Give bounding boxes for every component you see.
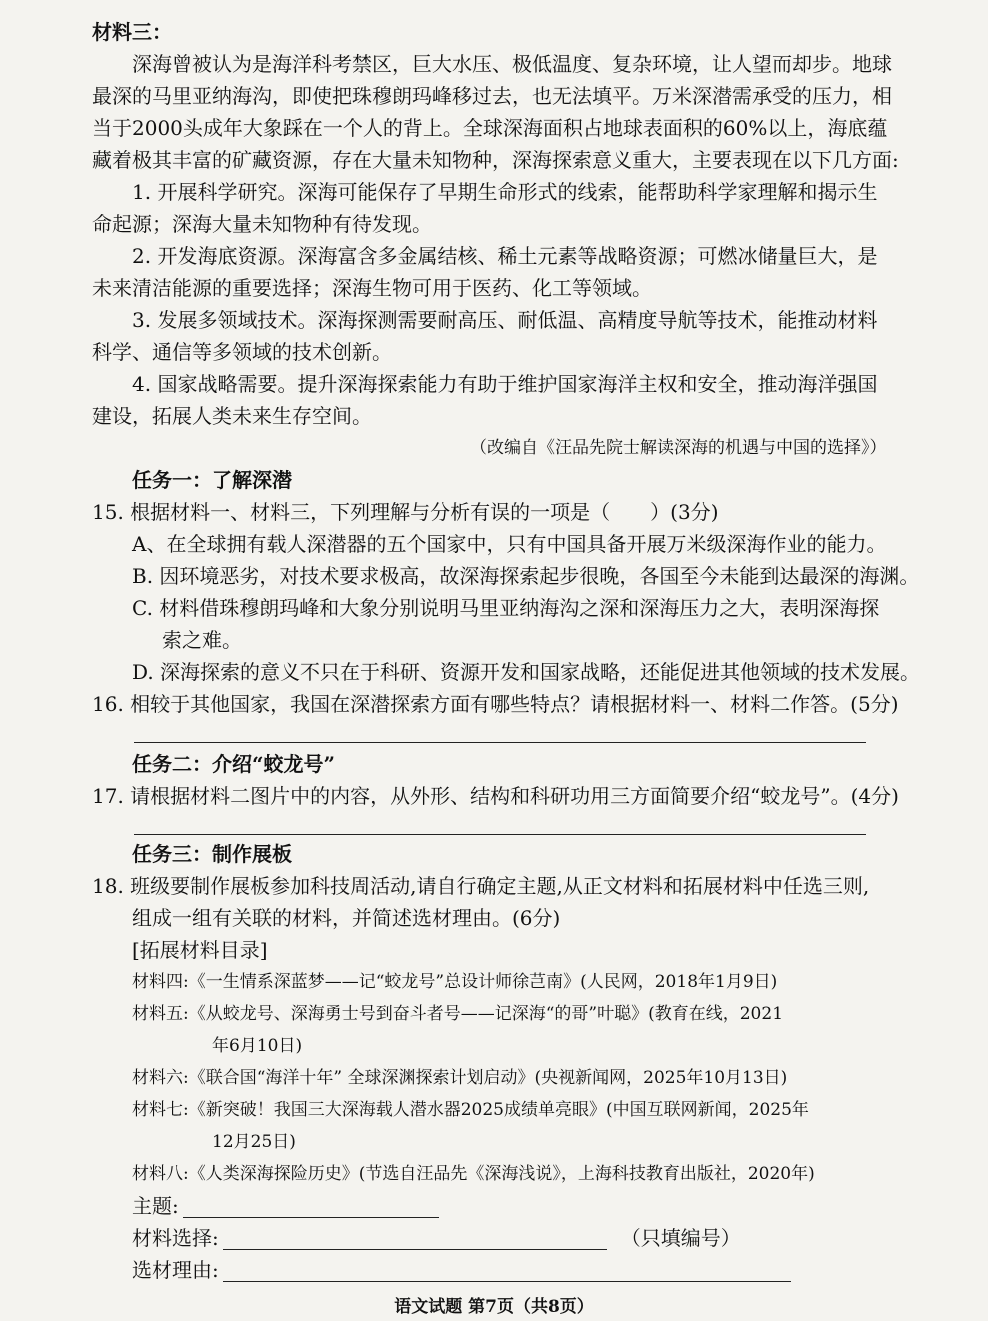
- answer-line-17[interactable]: [134, 834, 866, 835]
- material3-title: 材料三：: [92, 20, 172, 44]
- paragraph-line: 1. 开展科学研究。深海可能保存了早期生命形式的线索，能帮助科学家理解和揭示生: [132, 180, 878, 204]
- task2-title: 任务二：介绍“蛟龙号”: [132, 752, 336, 776]
- catalog-item-continued: 12月25日): [212, 1132, 296, 1152]
- task3-title: 任务三：制作展板: [132, 842, 292, 866]
- catalog-item: 材料七:《新突破！我国三大深海载人潜水器2025成绩单亮眼》(中国互联网新闻，2025年: [132, 1100, 809, 1120]
- material-hint: （只填编号）: [620, 1226, 741, 1250]
- theme-input[interactable]: [183, 1195, 439, 1218]
- paragraph-line: 科学、通信等多领域的技术创新。: [92, 340, 392, 364]
- catalog-item: 材料六:《联合国“海洋十年” 全球深渊探索计划启动》(央视新闻网，2025年10月13日): [132, 1068, 788, 1088]
- question-17: 17. 请根据材料二图片中的内容，从外形、结构和科研功用三方面简要介绍“蛟龙号”。(4分): [92, 784, 899, 808]
- reason-row: [132, 1258, 791, 1282]
- paragraph-line: 当于2000头成年大象踩在一个人的背上。全球深海面积占地球表面积的60%以上，海底蕴: [92, 116, 888, 140]
- paragraph-line: 4. 国家战略需要。提升深海探索能力有助于维护国家海洋主权和安全，推动海洋强国: [132, 372, 878, 396]
- catalog-title: [拓展材料目录]: [132, 938, 268, 962]
- paragraph-line: 2. 开发海底资源。深海富含多金属结核、稀土元素等战略资源；可燃冰储量巨大，是: [132, 244, 878, 268]
- source-citation: （改编自《汪品先院士解读深海的机遇与中国的选择》）: [470, 438, 887, 458]
- paragraph-line: 深海曾被认为是海洋科考禁区，巨大水压、极低温度、复杂环境，让人望而却步。地球: [132, 52, 892, 76]
- material-row: [132, 1226, 741, 1250]
- option-b: B. 因环境恶劣，对技术要求极高，故深海探索起步很晚，各国至今未能到达最深的海渊。: [132, 564, 920, 588]
- material-input[interactable]: [223, 1227, 607, 1250]
- question-15: 15. 根据材料一、材料三，下列理解与分析有误的一项是（ ）(3分): [92, 500, 719, 524]
- option-a: A、在全球拥有载人深潜器的五个国家中，只有中国具备开展万米级深海作业的能力。: [132, 532, 887, 556]
- paragraph-line: 未来清洁能源的重要选择；深海生物可用于医药、化工等领域。: [92, 276, 652, 300]
- theme-label: 主题:: [132, 1194, 179, 1218]
- question-18-line1: 18. 班级要制作展板参加科技周活动,请自行确定主题,从正文材料和拓展材料中任选三则,: [92, 874, 870, 898]
- paragraph-line: 命起源；深海大量未知物种有待发现。: [92, 212, 432, 236]
- catalog-item: 材料五:《从蛟龙号、深海勇士号到奋斗者号——记深海“的哥”叶聪》(教育在线，2021: [132, 1004, 784, 1024]
- material-label: 材料选择:: [132, 1226, 219, 1250]
- question-16: 16. 相较于其他国家，我国在深潜探索方面有哪些特点？请根据材料一、材料二作答。(5分): [92, 692, 899, 716]
- catalog-item-continued: 年6月10日): [212, 1036, 303, 1056]
- answer-line-16[interactable]: [134, 742, 866, 743]
- theme-row: [132, 1194, 439, 1218]
- paragraph-line: 建设，拓展人类未来生存空间。: [92, 404, 372, 428]
- paragraph-line: 最深的马里亚纳海沟，即使把珠穆朗玛峰移过去，也无法填平。万米深潜需承受的压力，相: [92, 84, 892, 108]
- option-c: C. 材料借珠穆朗玛峰和大象分别说明马里亚纳海沟之深和深海压力之大，表明深海探: [132, 596, 880, 620]
- catalog-item: 材料四:《一生情系深蓝梦——记“蛟龙号”总设计师徐芑南》(人民网，2018年1月9日): [132, 972, 778, 992]
- reason-input[interactable]: [223, 1259, 791, 1282]
- catalog-item: 材料八:《人类深海探险历史》(节选自汪品先《深海浅说》，上海科技教育出版社，2020年): [132, 1164, 815, 1184]
- option-c-continued: 索之难。: [162, 628, 242, 652]
- page-footer: 语文试题 第7页（共8页）: [394, 1297, 594, 1317]
- reason-label: 选材理由:: [132, 1258, 219, 1282]
- paragraph-line: 3. 发展多领域技术。深海探测需要耐高压、耐低温、高精度导航等技术，能推动材料: [132, 308, 878, 332]
- paragraph-line: 藏着极其丰富的矿藏资源，存在大量未知物种，深海探索意义重大，主要表现在以下几方面:: [92, 148, 899, 172]
- question-18-line2: 组成一组有关联的材料，并简述选材理由。(6分): [132, 906, 561, 930]
- option-d: D. 深海探索的意义不只在于科研、资源开发和国家战略，还能促进其他领域的技术发展。: [132, 660, 921, 684]
- task1-title: 任务一：了解深潜: [132, 468, 292, 492]
